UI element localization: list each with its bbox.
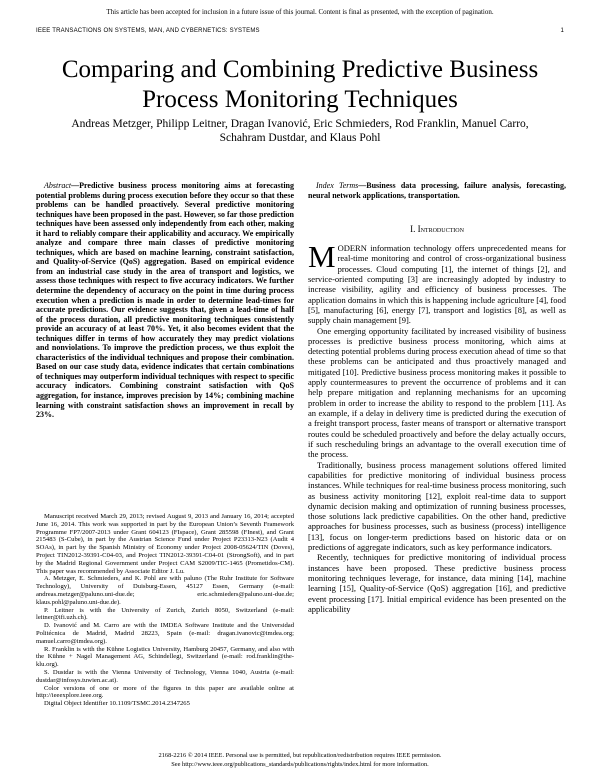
- authors-line-1: Andreas Metzger, Philipp Leitner, Dragan Ivanović, Eric Schmieders, Rod Franklin, Manuel Carro,: [71, 118, 529, 130]
- footnote: Manuscript received March 29, 2013; revised August 9, 2013 and January 16, 2014; accepted June 16, 2014. This work was supported in part by the European Union’s Seventh Framework Programme FP7/2007-2013 under Grant 604123 (FIspace), Grant 285598 (FInest), and Grant 215483 (S-Cube), in part by the Austrian Science Fund under Project P23313-N23 (Audit 4 SOAs), in part by the Spanish Ministry of Economy under Project 2008-05624/TIN (Doves), Project TIN2012-39391-C04-03, and Project TIN2012-39391-C04-01 (StrongSoft), and in part by the Madrid Regional Government under Project CAM S2009/TIC-1465 (Prometidos-CM). This paper was recommended by Associate Editor J. Lu.: [36, 513, 294, 575]
- index-terms-text: —Business data processing, failure analysis, forecasting, neural network applications, transportation.: [308, 181, 566, 200]
- paragraph-text: ODERN information technology offers unprecedented means for real-time monitoring and control of cross-organizational business processes. Cloud computing [1], the internet of things [2], and service-oriented computing [3] are increasingly adopted by industry to increase visibility, agility and efficiency of business processes. The application domains in which this is happening include agriculture [4], food [5], manufacturing [6], energy [7], transport and logistics [8], as well as supply chain management [9].: [308, 243, 567, 326]
- footnote: P. Leitner is with the University of Zurich, Zurich 8050, Switzerland (e-mail: leitner@ifi.uzh.ch).: [36, 606, 294, 622]
- footnotes: [36, 513, 294, 708]
- footnote: D. Ivanović and M. Carro are with the IMDEA Software Institute and the Universidad Politécnica de Madrid, Madrid 28223, Spain (e-mail: dragan.ivanovic@imdea.org; manuel.carro@imdea.org).: [36, 622, 294, 645]
- abstract: [36, 181, 294, 420]
- footnote: Digital Object Identifier 10.1109/TSMC.2014.2347265: [44, 700, 190, 708]
- rights-link-line: See http://www.ieee.org/publications_standards/publications/rights/index.html for more information.: [171, 761, 429, 768]
- journal-name: IEEE TRANSACTIONS ON SYSTEMS, MAN, AND CYBERNETICS: SYSTEMS: [36, 28, 260, 34]
- running-header: [36, 27, 564, 35]
- section-heading: I. Introduction: [410, 224, 464, 234]
- footnote: A. Metzger, E. Schmieders, and K. Pohl are with paluno (The Ruhr Institute for Software Technology), University of Duisburg-Essen, 45127 Essen, Germany (e-mail: andreas.metzger@paluno.uni-due.de; eric.schmieders@paluno.uni-due.de; klaus.pohl@paluno.uni-due.de).: [36, 575, 294, 606]
- title-line-1: Comparing and Combining Predictive Business: [61, 56, 539, 83]
- index-terms: [308, 181, 566, 200]
- page-number: 1: [560, 28, 564, 34]
- author-list: [0, 118, 600, 145]
- footnote: R. Franklin is with the Kühne Logistics University, Hamburg 20457, Germany, and also with the Kühne + Nagel Management AG, Schindellegi, Switzerland (e-mail: rod.franklin@the-klu.org).: [36, 645, 294, 669]
- title-line-2: Process Monitoring Techniques: [142, 86, 458, 113]
- abstract-text: —Predictive business process monitoring aims at forecasting potential problems during process execution before they occur so that these problems can be handled proactively. Several predictive monitoring techniques have been proposed in the past. However, so far those prediction techniques have been assessed only independently from each other, making it hard to reliably compare their applicability and accuracy. We empirically analyze and compare three main classes of predictive monitoring techniques, which are based on machine learning, constraint satisfaction, and Quality-of-Service (QoS) aggregation. Based on empirical evidence from an industrial case study in the area of transport and logistics, we assess those techniques with respect to five accuracy indicators. We further determine the dependency of accuracy on the point in time during process execution when a prediction is made in order to determine lead-times for accurate predictions. Our evidence suggests that, given a lead-time of half of the process duration, all predictive monitoring techniques consistently provide an accuracy of at least 70%. Yet, it also becomes evident that the techniques differ in terms of how accurately they may predict violations and nonviolations. To improve the prediction process, we thus exploit the characteristics of the individual techniques and propose their combination. Based on our case study data, evidence indicates that certain combinations of techniques may outperform individual techniques with respect to specific accuracy indicators. Combining constraint satisfaction with QoS aggregation, for instance, improves precision by 14%; combining machine learning with constraint satisfaction shows an improvement in recall by 23%.: [36, 181, 294, 420]
- drop-cap: M: [308, 239, 336, 274]
- paragraph: One emerging opportunity facilitated by increased visibility of business processes is predictive business process monitoring, which aims at detecting potential problems during process execution ahead of time so that these problems can be anticipated and thus proactively managed and mitigated [10]. Predictive business process monitoring makes it possible to apply countermeasures to prevent the occurrence of problems and it can help prepare mitigation and replanning mechanisms for an upcoming problem in order to increase the ability to respond to the problem [11]. As an example, if a delay in delivery time is predicted during the execution of a freight transport process, faster means of transport or alternative transport routes could be scheduled proactively and before the delay actually occurs, if such rescheduling brings an advantage to the overall execution time of the process.: [308, 325, 566, 460]
- acceptance-note: This article has been accepted for inclusion in a future issue of this journal. Content is final as presented, with the exception of pagination.: [106, 8, 494, 16]
- footnote: Color versions of one or more of the figures in this paper are available online at http://ieeexplore.ieee.org.: [36, 684, 294, 700]
- introduction-body: [308, 239, 567, 614]
- paper-title: [0, 55, 600, 115]
- footnote: S. Dustdar is with the Vienna University of Technology, Vienna 1040, Austria (e-mail: dustdar@infosys.tuwien.ac.at).: [36, 668, 294, 684]
- authors-line-2: Schahram Dustdar, and Klaus Pohl: [219, 131, 381, 144]
- copyright-line: 2168-2216 © 2014 IEEE. Personal use is permitted, but republication/redistribution requires IEEE permission.: [158, 752, 442, 759]
- index-terms-label: Index Terms: [316, 181, 359, 190]
- paragraph: Recently, techniques for predictive monitoring of individual process instances have been proposed. These predictive business process monitoring techniques leverage, for instance, data mining [14], machine learning [15], Quality-of-Service (QoS) aggregation [16], and predictive event processing [17]. Initial empirical evidence has been presented on the applicability: [308, 552, 566, 614]
- abstract-label: Abstract: [44, 181, 72, 190]
- paragraph: Traditionally, business process management solutions offered limited capabilities for predictive monitoring of individual business process instances. While techniques for real-time business process monitoring, such as business activity monitoring [12], exploit real-time data to support dynamic decision making and optimization of running business processes, those solutions lack predictive capabilities. On the other hand, predictive approaches for business processes, such as business (process) intelligence [13], focus on longer-term predictions based on historic data or on predictions of aggregate indicators, such as key performance indicators.: [308, 459, 566, 553]
- paragraph: [308, 239, 567, 326]
